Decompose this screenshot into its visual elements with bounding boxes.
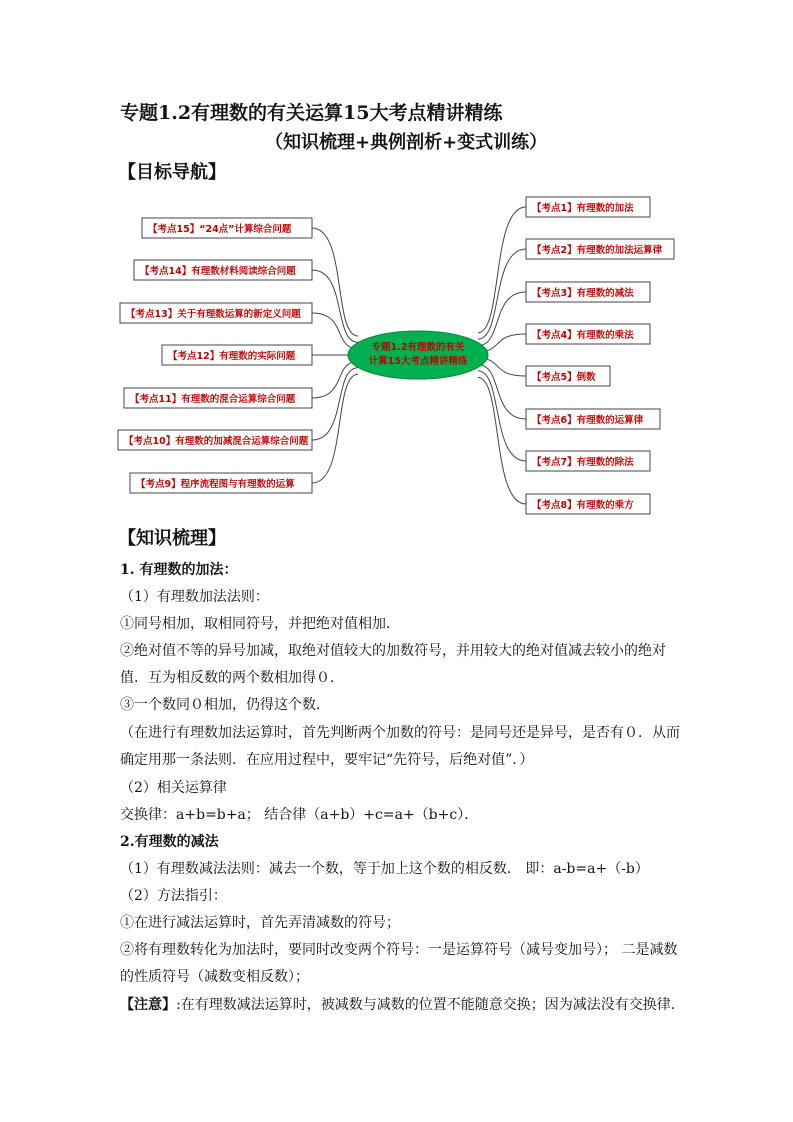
paragraph: ①在进行减法运算时，首先弄清减数的符号； <box>120 915 400 931</box>
mindmap-branch <box>478 365 526 419</box>
mindmap-topic-label: 【考点14】有理数材料阅读综合问题 <box>140 266 296 277</box>
paragraph: 值．互为相反数的两个数相加得０． <box>120 670 344 686</box>
page-title: 专题1.2有理数的有关运算15大考点精讲精练 <box>120 102 503 124</box>
paragraph: ①同号相加，取相同符号，并把绝对值相加． <box>120 616 400 632</box>
mindmap-topic-label: 【考点3】有理数的减法 <box>532 288 634 299</box>
mindmap-center-node <box>348 331 488 379</box>
heading-subtraction: 2.有理数的减法 <box>120 834 219 850</box>
paragraph: 交换律：a+b=b+a； 结合律（a+b）+c=a+（b+c）． <box>120 807 479 823</box>
paragraph: 确定用那一条法则．在应用过程中，要牢记“先符号，后绝对值”．） <box>120 752 534 768</box>
mindmap-topic-label: 【考点5】倒数 <box>532 372 596 383</box>
mindmap-branch <box>312 313 358 349</box>
mindmap-branch <box>478 292 526 346</box>
mindmap-branch <box>478 371 526 461</box>
heading-addition: 1. 有理数的加法： <box>120 562 238 578</box>
note-label: 【注意】 <box>120 997 176 1013</box>
nav-section-heading: 【目标导航】 <box>118 162 226 183</box>
paragraph: （2）方法指引： <box>120 888 227 904</box>
mindmap-topic-label: 【考点4】有理数的乘法 <box>532 330 634 341</box>
mindmap-branch <box>312 228 358 336</box>
mindmap-branch <box>312 374 358 483</box>
knowledge-section-heading: 【知识梳理】 <box>118 528 226 549</box>
mindmap-topic-label: 【考点7】有理数的除法 <box>532 457 634 468</box>
mindmap-topic-label: 【考点10】有理数的加减混合运算综合问题 <box>124 436 309 447</box>
mindmap-topic-label: 【考点15】“24点”计算综合问题 <box>148 224 292 235</box>
paragraph: ②绝对值不等的异号加减，取绝对值较大的加数符号，并用较大的绝对值减去较小的绝对 <box>120 643 666 659</box>
note-text: :在有理数减法运算时，被减数与减数的位置不能随意交换；因为减法没有交换律． <box>176 997 685 1013</box>
note-paragraph <box>120 995 685 1015</box>
mindmap-topic-label: 【考点2】有理数的加法运算律 <box>532 245 663 256</box>
mindmap-branch <box>312 361 358 398</box>
page-subtitle: （知识梳理+典例剖析+变式训练） <box>265 132 548 153</box>
paragraph: 的性质符号（减数变相反数）； <box>120 969 309 985</box>
paragraph: （1）有理数加法法则： <box>120 589 269 605</box>
mindmap-branch <box>312 270 358 342</box>
mindmap-branch <box>478 207 526 333</box>
paragraph: ③一个数同０相加，仍得这个数． <box>120 697 330 713</box>
paragraph: （在进行有理数加法运算时，首先判断两个加数的符号：是同号还是异号，是否有０．从而 <box>120 725 680 741</box>
mindmap-topic-label: 【考点12】有理数的实际问题 <box>168 351 296 362</box>
mindmap-branch <box>478 249 526 339</box>
paragraph: （1）有理数减法法则：减去一个数，等于加上这个数的相反数． 即：a-b=a+（-b） <box>120 861 649 877</box>
paragraph: （2）相关运算律 <box>120 780 227 796</box>
mindmap-topic-label: 【考点11】有理数的混合运算综合问题 <box>130 394 296 405</box>
mindmap-center-line1: 专题1.2有理数的有关 <box>371 342 465 353</box>
mindmap-topic-label: 【考点9】程序流程图与有理数的运算 <box>136 479 295 490</box>
mindmap-diagram <box>0 0 793 540</box>
mindmap-center-line2: 计算15大考点精讲精练 <box>368 356 468 367</box>
mindmap-branch <box>478 377 526 504</box>
mindmap-topic-label: 【考点6】有理数的运算律 <box>532 415 644 426</box>
mindmap-topic-label: 【考点1】有理数的加法 <box>532 203 634 214</box>
mindmap-topic-label: 【考点13】关于有理数运算的新定义问题 <box>126 309 301 320</box>
paragraph: ②将有理数转化为加法时，要同时改变两个符号：一是运算符号（减号变加号）； 二是减数 <box>120 942 678 958</box>
mindmap-topic-label: 【考点8】有理数的乘方 <box>532 500 634 511</box>
